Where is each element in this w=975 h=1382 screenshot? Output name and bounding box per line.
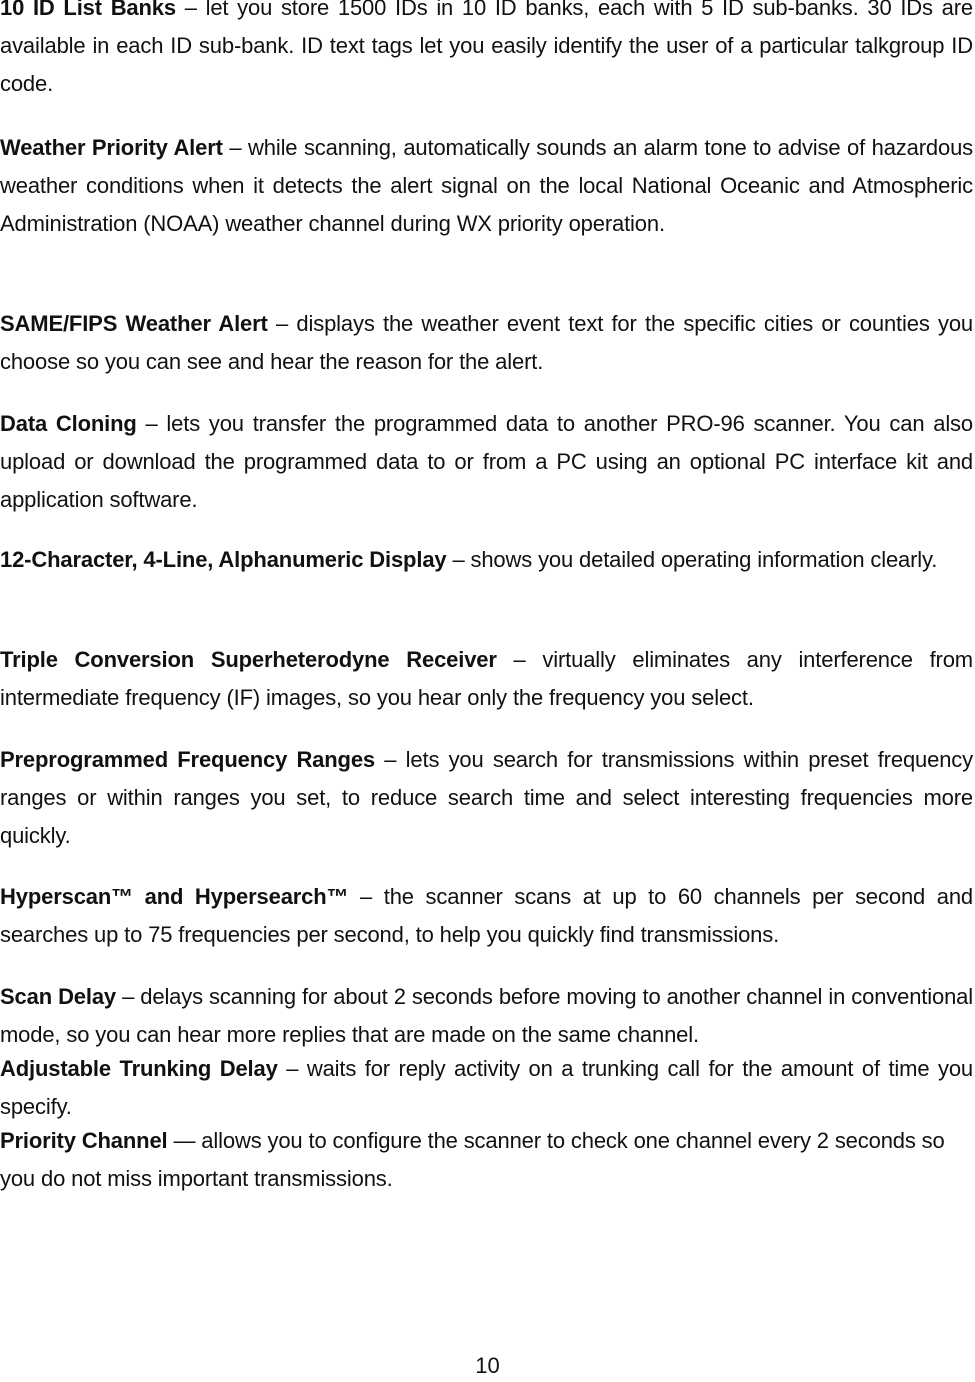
feature-description: – displays the weather event text for the specific cities or counties you choose so you can see and hear the reason for the alert. xyxy=(0,311,973,374)
feature-priority-channel xyxy=(0,1122,973,1198)
feature-description: – lets you search for transmissions within preset frequency ranges or within ranges you set, to reduce search time and select interesting frequencies more quickly. xyxy=(0,747,973,848)
feature-data-cloning xyxy=(0,405,973,519)
feature-term: 10 ID List Banks xyxy=(0,0,176,20)
feature-description: – while scanning, automatically sounds an alarm tone to advise of hazardous weather conditions when it detects the alert signal on the local National Oceanic and Atmospheric Administration (NOAA) weather channel during WX priority operation. xyxy=(0,135,973,236)
page-number: 10 xyxy=(475,1353,500,1378)
feature-preprogrammed-frequency-ranges xyxy=(0,741,973,855)
feature-same-fips-weather-alert xyxy=(0,305,973,381)
feature-weather-priority-alert xyxy=(0,129,973,243)
feature-description: – let you store 1500 IDs in 10 ID banks, each with 5 ID sub-banks. 30 IDs are available in each ID sub-bank. ID text tags let you easily identify the user of a particular talkgroup ID code. xyxy=(0,0,973,96)
feature-term: Hyperscan™ and Hypersearch™ xyxy=(0,884,349,909)
feature-scan-delay xyxy=(0,978,973,1054)
feature-description: – lets you transfer the programmed data to another PRO-96 scanner. You can also upload or download the programmed data to or from a PC using an optional PC interface kit and application software. xyxy=(0,411,973,512)
feature-term: Triple Conversion Superheterodyne Receiver xyxy=(0,647,497,672)
feature-description: — allows you to configure the scanner to check one channel every 2 seconds so you do not miss important transmissions. xyxy=(0,1128,945,1191)
feature-superheterodyne-receiver xyxy=(0,641,973,717)
feature-term: Data Cloning xyxy=(0,411,137,436)
feature-description: – waits for reply activity on a trunking call for the amount of time you specify. xyxy=(0,1056,973,1119)
feature-description: – the scanner scans at up to 60 channels per second and searches up to 75 frequencies per second, to help you quickly find transmissions. xyxy=(0,884,974,947)
feature-description: – shows you detailed operating information clearly. xyxy=(446,547,938,572)
feature-term: Adjustable Trunking Delay xyxy=(0,1056,278,1081)
feature-term: Weather Priority Alert xyxy=(0,135,223,160)
feature-alphanumeric-display xyxy=(0,541,973,579)
feature-term: Scan Delay xyxy=(0,984,117,1009)
feature-description: – delays scanning for about 2 seconds before moving to another channel in conventional mode, so you can hear more replies that are made on the same channel. xyxy=(0,984,973,1047)
feature-term: SAME/FIPS Weather Alert xyxy=(0,311,268,336)
feature-adjustable-trunking-delay xyxy=(0,1050,973,1126)
feature-term: Preprogrammed Frequency Ranges xyxy=(0,747,376,772)
feature-hyperscan-hypersearch xyxy=(0,878,973,954)
feature-description: – virtually eliminates any interference from intermediate frequency (IF) images, so you hear only the frequency you select. xyxy=(0,647,973,710)
feature-term: 12-Character, 4-Line, Alphanumeric Display xyxy=(0,547,447,572)
feature-term: Priority Channel xyxy=(0,1128,168,1153)
feature-id-list-banks xyxy=(0,0,973,103)
